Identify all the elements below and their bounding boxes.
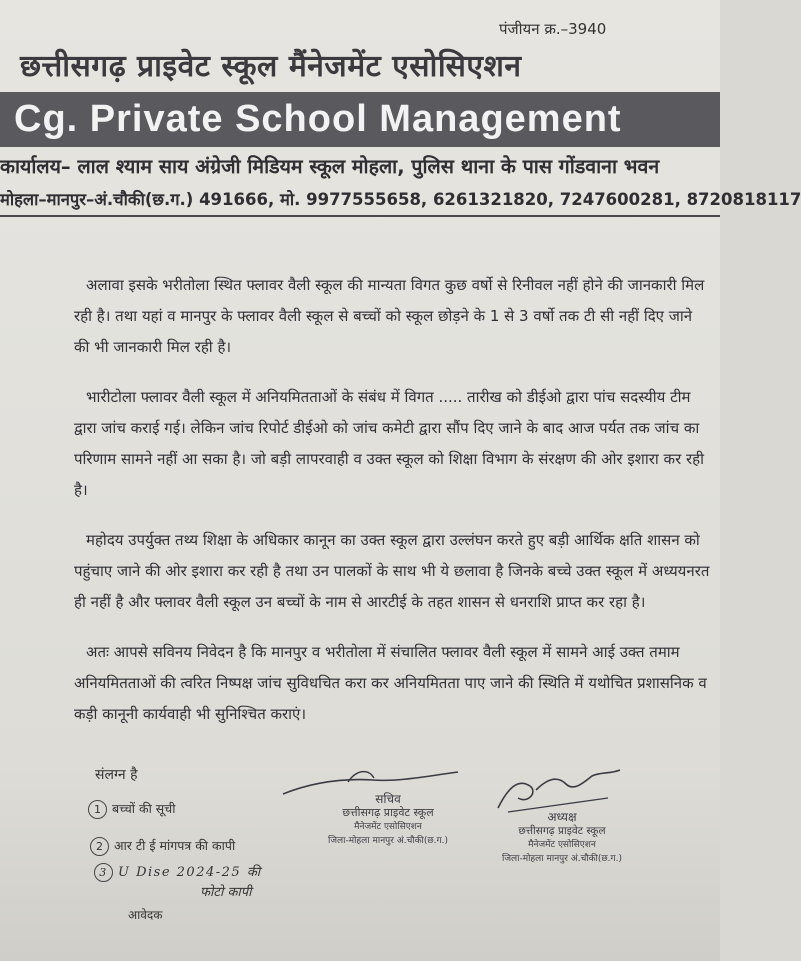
paragraph: अलावा इसके भरीतोला स्थित फ्लावर वैली स्कूल की मान्यता विगत कुछ वर्षो से रिनीवल नहीं होने की जानकारी मिल रही है। तथा यहां व मानपुर के फ्लावर वैली स्कूल से बच्चों को स्कूल छोड़ने के 1 से 3 वर्षो तक टी सी नहीं दिए जाने की भी जानकारी मिल रही है। [74,276,705,356]
enclosure-item [90,837,235,856]
applicant-label: आवेदक [128,908,163,922]
contact-line: मोहला–मानपुर–अं.चौकी(छ.ग.) 491666, मो. 9977555658, 6261321820, 7247600281, 8720818117 [0,190,801,209]
enclosure-number: 1 [88,800,107,819]
enclosure-text: आर टी ई मांगपत्र की कापी [114,838,236,853]
enclosures-title: संलग्न है [95,767,138,783]
stamp-sub: मैनेजमेंट एसोसिएशन [354,822,422,832]
stamp-role: अध्यक्ष [547,810,577,824]
stamp-place: जिला-मोहला मानपुर अं.चौकी(छ.ग.) [502,854,622,864]
paragraph: महोदय उपर्युक्त तथ्य शिक्षा के अधिकार कानून का उक्त स्कूल द्वारा उल्लंघन करते हुए बड़ी आर्थिक क्षति शासन को पहुंचाए जाने की ओर इशारा कर रही है तथा उन पालकों के साथ भी ये छलावा है जिनके बच्चे उक्त स्कूल में अध्ययनरत ही नहीं है और फ्लावर वैली स्कूल उन बच्चों के नाम से आरटीई के तहत शासन से धनराशि प्राप्त कर रहा है। [74,531,710,611]
enclosure-number: 3 [94,863,113,882]
enclosure-number: 2 [90,837,109,856]
stamp-org: छत्तीसगढ़ प्राइवेट स्कूल [342,806,434,819]
stamp-place: जिला-मोहला मानपुर अं.चौकी(छ.ग.) [328,836,448,846]
letterhead-divider [0,215,720,217]
secretary-stamp [303,792,473,848]
enclosure-item [88,800,175,819]
stamp-sub: मैनेजमेंट एसोसिएशन [528,840,596,850]
letterhead-hindi-title: छत्तीसगढ़ प्राइवेट स्कूल मैंनेजमेंट एसोसिएशन [20,49,522,84]
paragraph: भारीटोला फ्लावर वैली स्कूल में अनियमितताओं के संबंध में विगत ..... तारीख को डीईओ द्वारा पांच सदस्यीय टीम द्वारा जांच कराई गई। लेकिन जांच रिपोर्ट डीईओ को जांच कमेटी द्वारा सौंप दिए जाने के बाद आज पर्यत तक जांच का परिणाम सामने नहीं आ सका है। जो बड़ी लापरवाही व उक्त स्कूल को शिक्षा विभाग के संरक्षण की ओर इशारा कर रही है। [74,388,704,499]
letter-body [74,270,710,749]
paragraph: अतः आपसे सविनय निवेदन है कि मानपुर व भरीतोला में संचालित फ्लावर वैली स्कूल में सामने आई उक्त तमाम अनियमितताओं की त्वरित निष्पक्ष जांच सुविधचित करा कर अनियमितता पाए जाने की स्थिति में यथोचित प्रशासनिक व कड़ी कानूनी कार्यवाही भी सुनिश्चित कराएं। [74,643,707,723]
letterhead-english-title: Cg. Private School Management [14,98,622,140]
stamp-org: छत्तीसगढ़ प्राइवेट स्कूल [518,825,606,837]
stamp-role: सचिव [375,792,401,806]
enclosure-text-continued: फोटो कापी [200,885,252,900]
enclosure-text: बच्चों की सूची [112,801,176,816]
registration-number: पंजीयन क्र.–3940 [499,20,607,38]
enclosure-item [94,862,262,882]
enclosure-text: U Dise 2024-25 की [118,865,262,880]
office-address: कार्यालय– लाल श्याम साय अंग्रेजी मिडियम स्कूल मोहला, पुलिस थाना के पास गोंडवाना भवन [0,155,660,178]
president-stamp [462,810,662,866]
